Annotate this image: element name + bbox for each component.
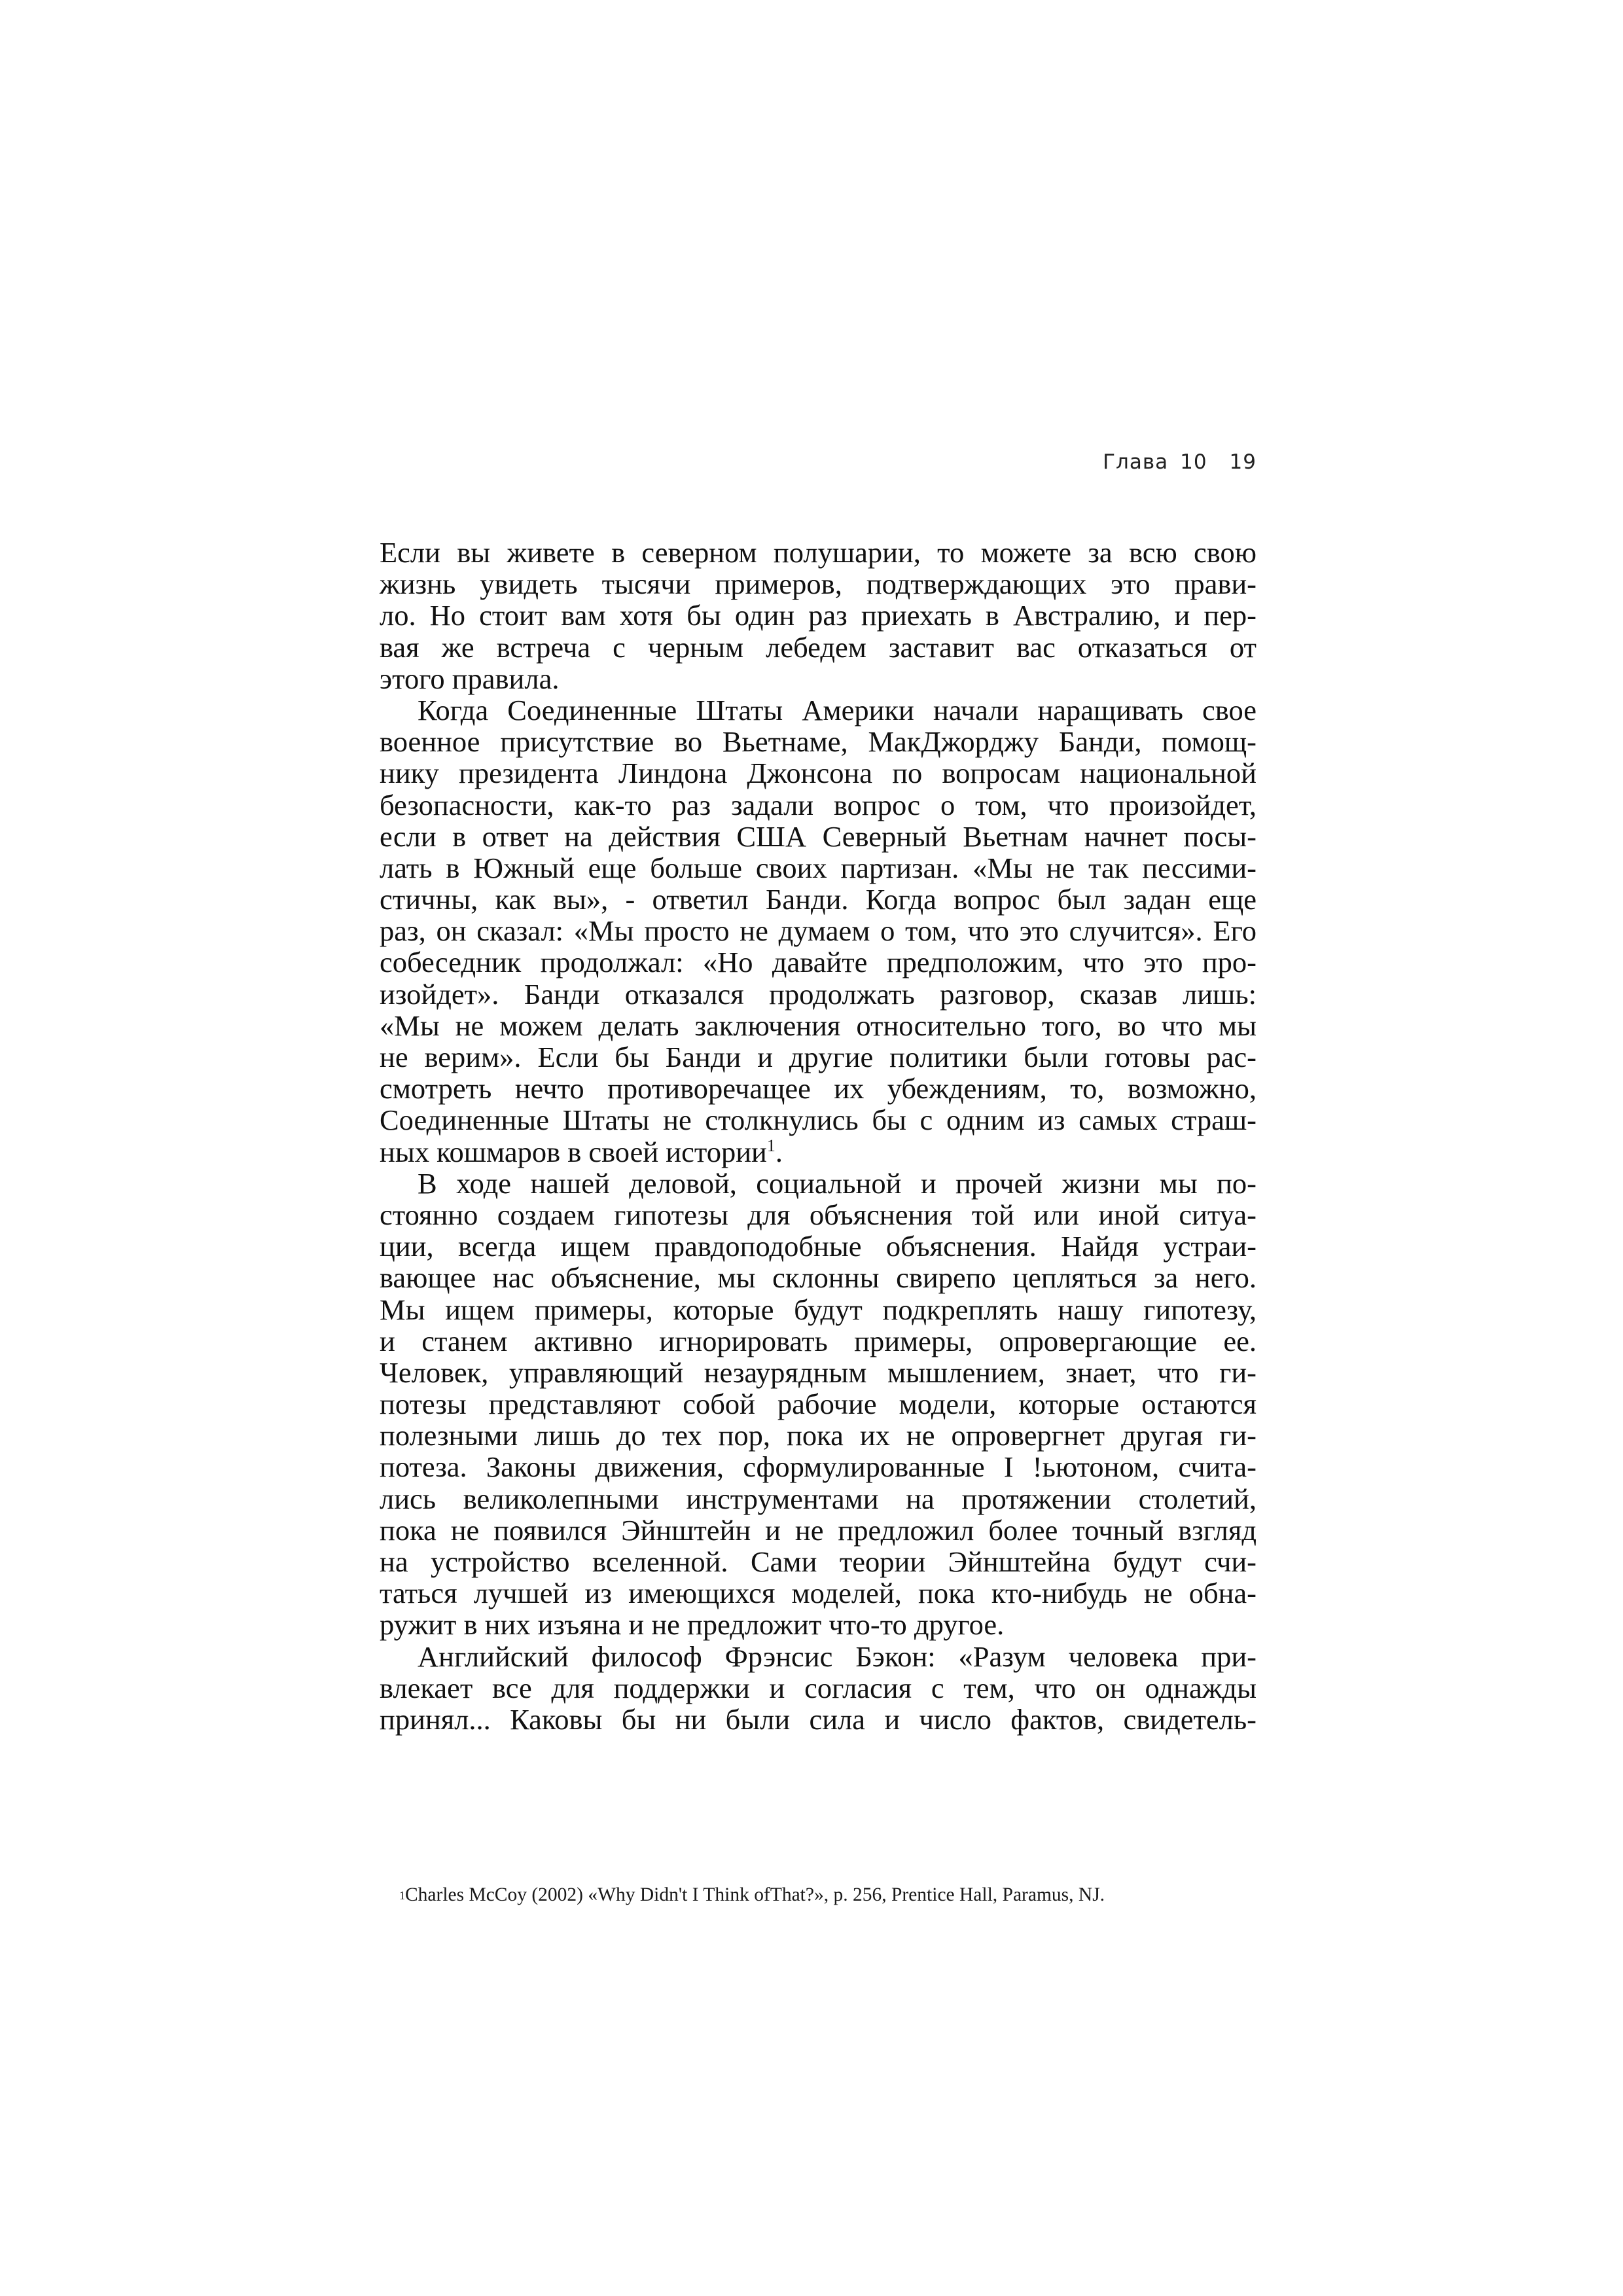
text-line: Когда Соединенные Штаты Америки начали наращивать свое — [418, 693, 1257, 726]
footnote — [399, 1884, 1257, 1906]
text-line: ружит в них изъяна и не предложит что-то другое. — [380, 1608, 1005, 1641]
text-line: влекает все для поддержки и согласия с тем, что он однажды — [380, 1671, 1257, 1704]
paragraph-3 — [380, 1168, 1257, 1641]
text-line: Если вы живете в северном полушарии, то можете за всю свою — [380, 536, 1257, 569]
text-line: ции, всегда ищем правдоподобные объяснения. Найдя устраи- — [380, 1230, 1257, 1263]
text-line: таться лучшей из имеющихся моделей, пока кто-нибудь не обна- — [380, 1577, 1257, 1610]
text-line: вая же встреча с черным лебедем заставит вас отказаться от — [380, 630, 1257, 664]
text-line: если в ответ на действия США Северный Вьетнам начнет посы- — [380, 819, 1257, 853]
text-line: потеза. Законы движения, сформулированные I !ьютоном, счита- — [380, 1450, 1257, 1484]
text-line: полезными лишь до тех пор, пока их не опровергнет другая ги- — [380, 1419, 1257, 1452]
text-line: вающее нас объяснение, мы склонны свирепо цепляться за него. — [380, 1261, 1257, 1295]
text-line: Мы ищем примеры, которые будут подкреплять нашу гипотезу, — [380, 1293, 1257, 1326]
paragraph-2 — [380, 694, 1257, 1168]
text-line: нику президента Линдона Джонсона по вопросам национальной — [380, 757, 1257, 790]
text-line: ло. Но стоит вам хотя бы один раз приехать в Австралию, и пер- — [380, 599, 1257, 632]
page-number: 19 — [1229, 450, 1257, 474]
chapter-number: 10 — [1180, 450, 1207, 474]
text-line: не верим». Если бы Банди и другие политики были готовы рас- — [380, 1041, 1257, 1073]
text-line: пока не появился Эйнштейн и не предложил более точный взгляд — [380, 1513, 1257, 1547]
text-line: Английский философ Фрэнсис Бэкон: «Разум человека при- — [418, 1640, 1257, 1673]
text-line: «Мы не можем делать заключения относительно того, во что мы — [380, 1009, 1257, 1042]
footnote-marker: 1 — [399, 1889, 405, 1902]
paragraph-1 — [380, 537, 1257, 694]
text-line: собеседник продолжал: «Но давайте предположим, что это про- — [380, 946, 1257, 979]
text-line: стоянно создаем гипотезы для объяснения той или иной ситуа- — [380, 1198, 1257, 1231]
text-line: Человек, управляющий незаурядным мышлением, знает, что ги- — [380, 1355, 1257, 1389]
paragraph-4 — [380, 1641, 1257, 1736]
text-line: принял... Каковы бы ни были сила и число фактов, свидетель- — [380, 1702, 1257, 1736]
text-line: этого правила. — [380, 662, 560, 695]
text-line: ных кошмаров в своей истории$^1$. — [380, 1135, 783, 1168]
footnote-reference: 1 — [766, 1136, 776, 1155]
text-line: изойдет». Банди отказался продолжать разговор, сказав лишь: — [380, 977, 1257, 1011]
text-line: и станем активно игнорировать примеры, опровергающие ее. — [380, 1324, 1257, 1357]
chapter-label: Глава — [1103, 450, 1169, 474]
text-line: лись великолепными инструментами на протяжении столетий, — [380, 1482, 1257, 1515]
text-line: жизнь увидеть тысячи примеров, подтверждающих это прави- — [380, 567, 1257, 601]
text-line: потезы представляют собой рабочие модели, которые остаются — [380, 1388, 1257, 1421]
text-line: раз, он сказал: «Мы просто не думаем о том, что это случится». Его — [380, 914, 1257, 948]
running-head — [1034, 450, 1257, 474]
body-text — [380, 537, 1257, 1735]
text-line: Соединенные Штаты не столкнулись бы с одним из самых страш- — [380, 1103, 1257, 1137]
text-line: военное присутствие во Вьетнаме, МакДжорджу Банди, помощ- — [380, 725, 1257, 759]
text-line: лать в Южный еще больше своих партизан. «Мы не так пессими- — [380, 851, 1257, 884]
text-line: смотреть нечто противоречащее их убеждениям, то, возможно, — [380, 1072, 1257, 1105]
text-line-content: ных кошмаров в своей истории — [380, 1135, 767, 1168]
text-line: безопасности, как-то раз задали вопрос о том, что произойдет, — [380, 788, 1257, 821]
text-line: В ходе нашей деловой, социальной и прочей жизни мы по- — [418, 1166, 1257, 1200]
text-line: стичны, как вы», - ответил Банди. Когда вопрос был задан еще — [380, 883, 1257, 916]
text-line: на устройство вселенной. Сами теории Эйнштейна будут счи- — [380, 1545, 1257, 1578]
footnote-text: Charles McCoy (2002) «Why Didn't I Think ofThat?», p. 256, Prentice Hall, Paramus, NJ. — [405, 1884, 1105, 1905]
